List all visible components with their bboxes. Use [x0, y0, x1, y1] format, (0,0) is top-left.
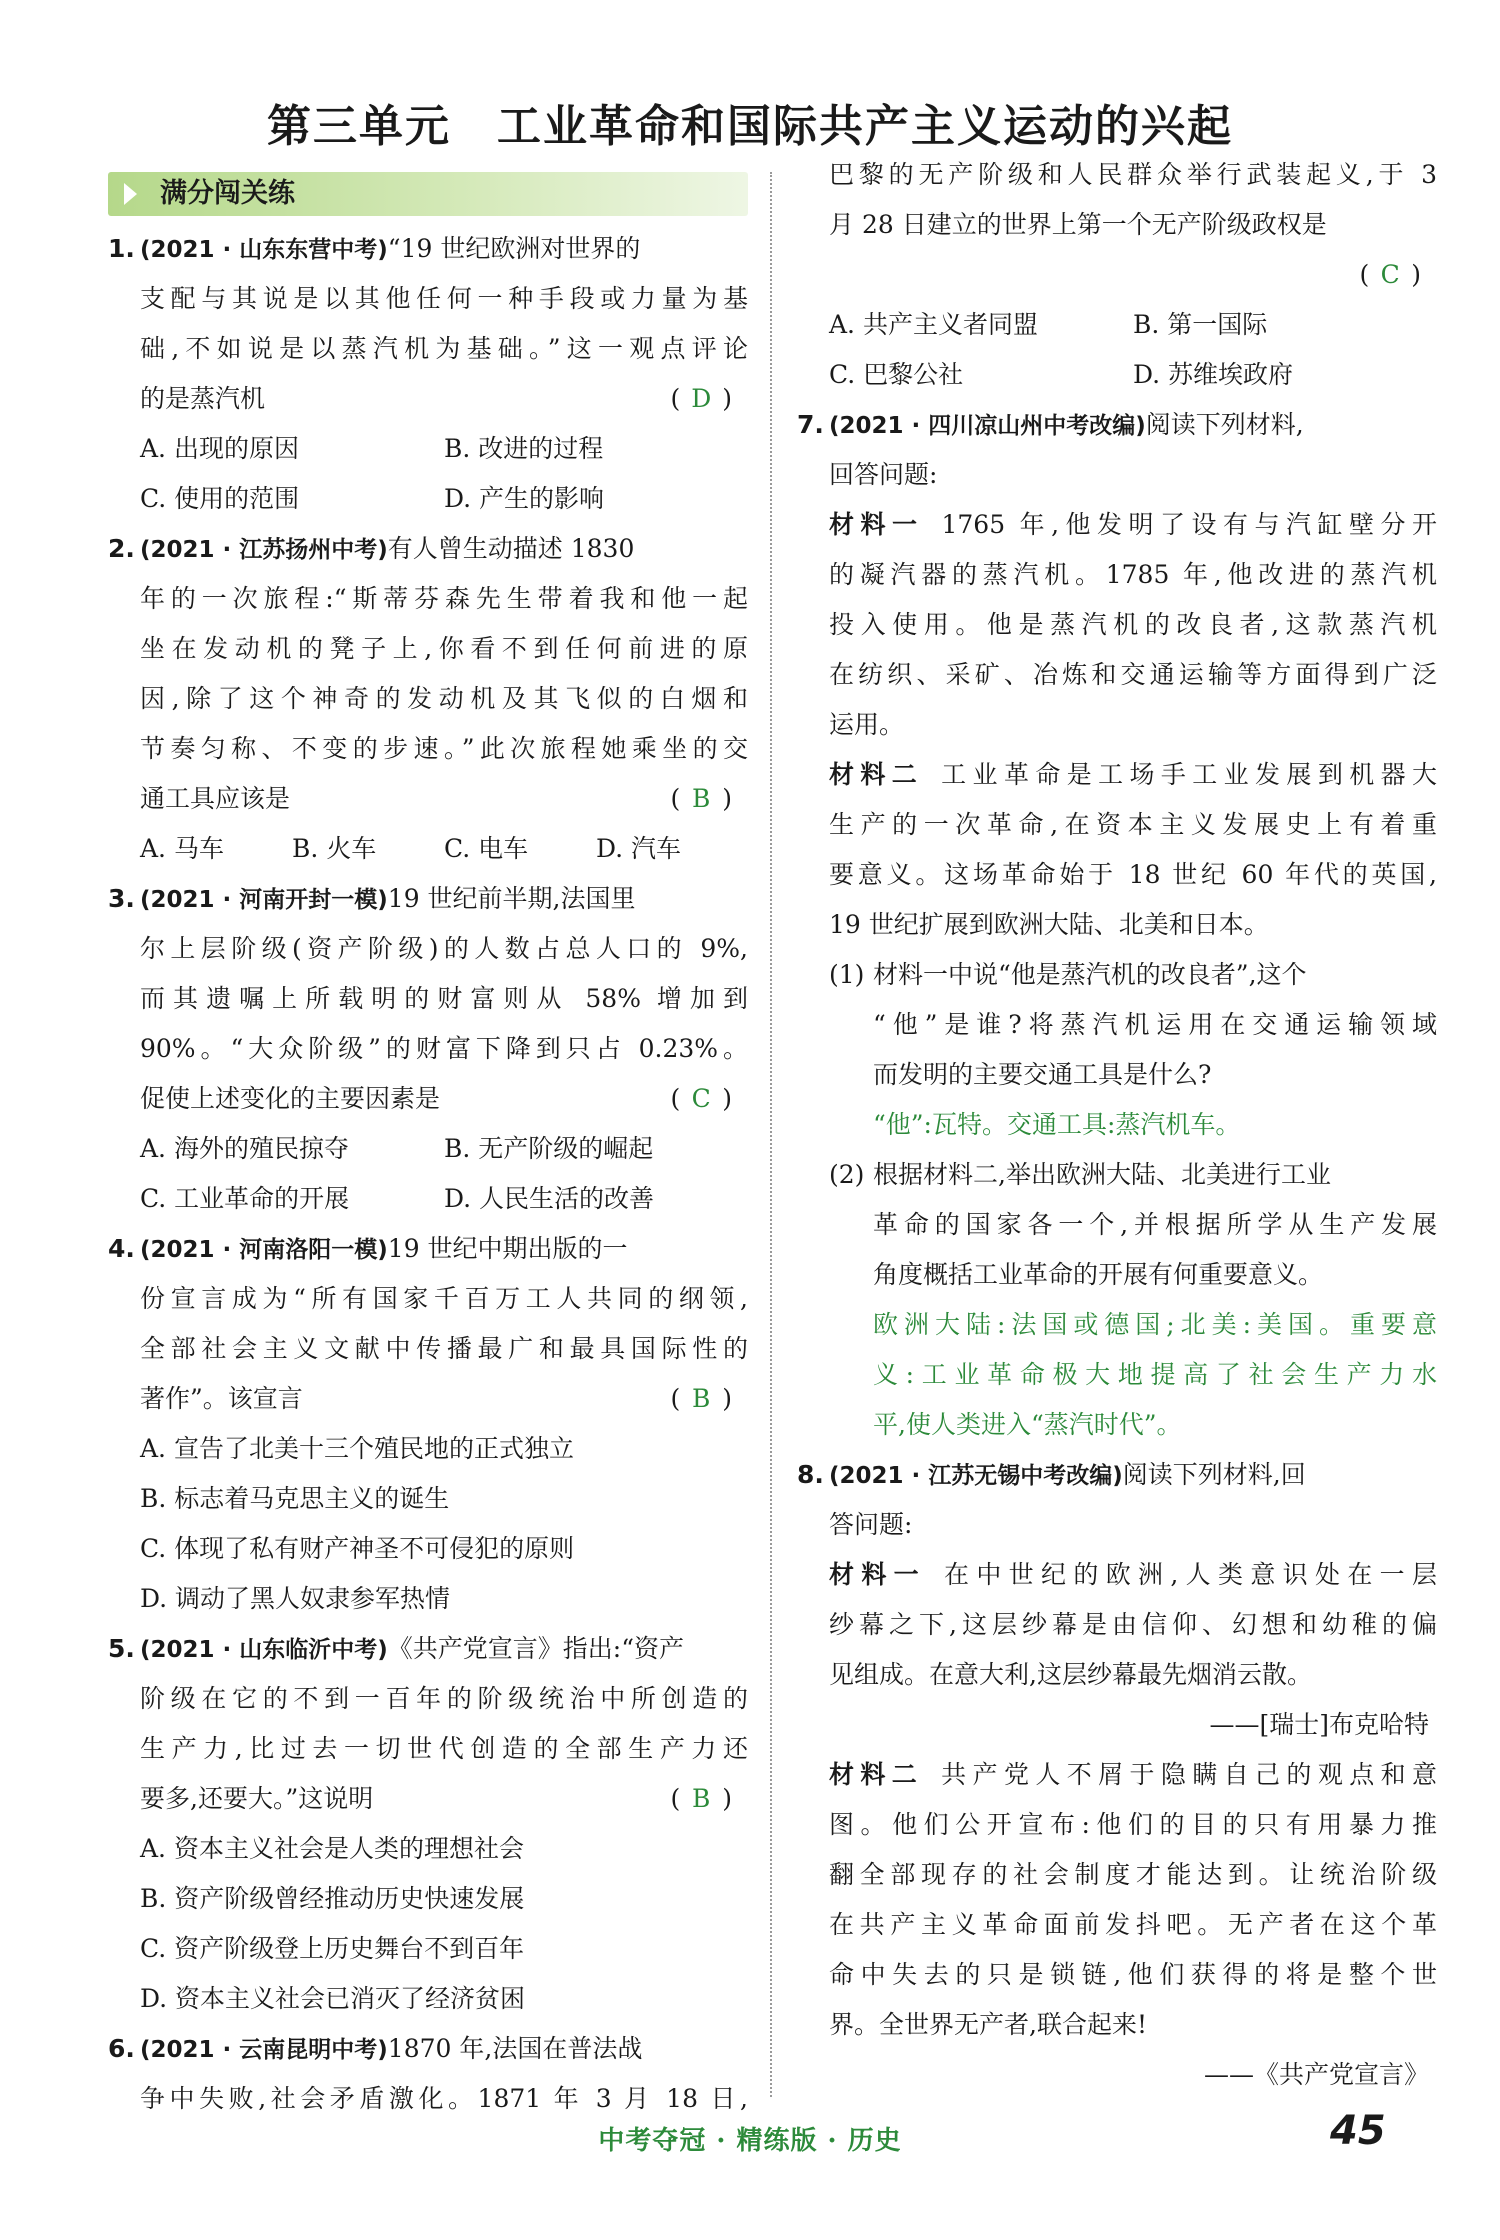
question-text: 础,不如说是以蒸汽机为基础。”这一观点评论 — [140, 334, 748, 363]
material-text: 的凝汽器的蒸汽机。1785 年,他改进的蒸汽机 — [829, 560, 1437, 589]
question-number: 8. — [797, 1460, 824, 1489]
material-text: 要意义。这场革命始于 18 世纪 60 年代的英国, — [829, 860, 1437, 889]
sub-question-number: (1) — [829, 960, 865, 989]
question-text: 坐在发动机的凳子上,你看不到任何前进的原 — [140, 634, 748, 663]
option-c[interactable]: C. 电车 — [444, 834, 529, 863]
material-label: 材料一 — [829, 1560, 927, 1589]
material-text: 界。全世界无产者,联合起来! — [829, 2010, 1147, 2039]
question-5: 5. (2021 · 山东临沂中考)《共产党宣言》指出:“资产 阶级在它的不到一百年的阶级统治中所创造的 生产力,比过去一切世代创造的全部生产力还 要多,还要大。”这说明 ( B ) A. 资本主义社会是人类的理想社会 B. 资产阶级曾经推动历史快速发展 C. 资产阶级登上历史舞台不到百年 D. 资本主义社会已消灭了经济贫困 — [108, 1624, 748, 2024]
section-header — [108, 172, 748, 216]
question-text: 回答问题: — [829, 460, 938, 489]
answer-text: 义:工业革命极大地提高了社会生产力水 — [873, 1360, 1437, 1389]
question-8 — [797, 1450, 1437, 2100]
right-column — [797, 150, 1437, 2100]
option-d[interactable]: D. 汽车 — [596, 834, 682, 863]
option-d[interactable]: D. 资本主义社会已消灭了经济贫困 — [140, 1984, 526, 2013]
question-number: 5. — [108, 1634, 135, 1663]
question-text: 而发明的主要交通工具是什么? — [873, 1060, 1212, 1089]
answer-text: 平,使人类进入“蒸汽时代”。 — [873, 1410, 1182, 1439]
option-b[interactable]: B. 第一国际 — [1133, 310, 1268, 339]
question-text: “他”是谁?将蒸汽机运用在交通运输领域 — [873, 1010, 1437, 1039]
option-b[interactable]: B. 标志着马克思主义的诞生 — [140, 1484, 450, 1513]
question-number: 6. — [108, 2034, 135, 2063]
options — [140, 1174, 748, 1224]
options — [140, 824, 748, 874]
footer-series: 中考夺冠 · 精练版 · 历史 — [598, 2126, 902, 2156]
question-text: 角度概括工业革命的开展有何重要意义。 — [873, 1260, 1324, 1289]
question-text: 争中失败,社会矛盾激化。1871 年 3 月 18 日, — [140, 2084, 748, 2113]
options — [140, 1124, 748, 1174]
question-text: 因,除了这个神奇的发动机及其飞似的白烟和 — [140, 684, 748, 713]
question-1: 1. (2021 · 山东东营中考)“19 世纪欧洲对世界的 支配与其说是以其他任何一种手段或力量为基 础,不如说是以蒸汽机为基础。”这一观点评论 的是蒸汽机 ( D ) A. 出现的原因 B. 改进的过程 C. 使用的范围 D. 产生的影响 — [108, 224, 748, 524]
material-text: 工业革命是工场手工业发展到机器大 — [941, 760, 1437, 789]
material-label: 材料一 — [829, 510, 924, 539]
question-text: 尔上层阶级(资产阶级)的人数占总人口的 9%, — [140, 934, 748, 963]
question-text: 而其遗嘱上所载明的财富则从 58% 增加到 — [140, 984, 748, 1013]
option-a[interactable]: A. 资本主义社会是人类的理想社会 — [140, 1834, 524, 1863]
question-6-continued: 巴黎的无产阶级和人民群众举行武装起义,于 3 月 28 日建立的世界上第一个无产阶级政权是 ( C ) A. 共产主义者同盟 B. 第一国际 C. 巴黎公社 D. 苏维埃政府 — [797, 150, 1437, 400]
option-a[interactable]: A. 海外的殖民掠夺 — [140, 1134, 349, 1163]
question-text: 支配与其说是以其他任何一种手段或力量为基 — [140, 284, 748, 313]
material-text: 19 世纪扩展到欧洲大陆、北美和日本。 — [829, 910, 1269, 939]
option-c[interactable]: C. 巴黎公社 — [829, 360, 964, 389]
option-a[interactable]: A. 共产主义者同盟 — [829, 310, 1038, 339]
answer: B — [692, 784, 711, 813]
option-a[interactable]: A. 马车 — [140, 834, 224, 863]
question-7 — [797, 400, 1437, 1450]
question-text: 的是蒸汽机 — [140, 384, 266, 413]
option-a[interactable]: A. 出现的原因 — [140, 434, 299, 463]
section-title: 满分闯关练 — [160, 178, 295, 209]
option-d[interactable]: D. 产生的影响 — [444, 484, 605, 513]
option-c[interactable]: C. 使用的范围 — [140, 484, 300, 513]
material-text: 共产党人不屑于隐瞒自己的观点和意 — [941, 1760, 1437, 1789]
arrow-icon — [124, 183, 137, 205]
question-number: 4. — [108, 1234, 135, 1263]
option-c[interactable]: C. 工业革命的开展 — [140, 1184, 350, 1213]
page-number: 45 — [1330, 2108, 1386, 2154]
question-text: 月 28 日建立的世界上第一个无产阶级政权是 — [829, 210, 1327, 239]
option-d[interactable]: D. 调动了黑人奴隶参军热情 — [140, 1584, 451, 1613]
question-text: 革命的国家各一个,并根据所学从生产发展 — [873, 1210, 1437, 1239]
question-source: (2021 · 江苏扬州中考) — [140, 537, 388, 563]
options — [140, 474, 748, 524]
question-source: (2021 · 云南昆明中考) — [140, 2037, 388, 2063]
material-source: ——[瑞士]布克哈特 — [1209, 1710, 1429, 1739]
question-text: 要多,还要大。”这说明 — [140, 1784, 374, 1813]
question-text: 著作”。该宣言 — [140, 1384, 303, 1413]
option-d[interactable]: D. 人民生活的改善 — [444, 1184, 655, 1213]
question-text: 促使上述变化的主要因素是 — [140, 1084, 441, 1113]
answer: B — [692, 1384, 711, 1413]
sub-question-1 — [829, 950, 1437, 1150]
option-b[interactable]: B. 改进的过程 — [444, 434, 604, 463]
question-number: 7. — [797, 410, 824, 439]
material-text: 见组成。在意大利,这层纱幕最先烟消云散。 — [829, 1660, 1312, 1689]
question-6-start — [108, 2024, 748, 2124]
question-text: 通工具应该是 — [140, 784, 291, 813]
option-c[interactable]: C. 体现了私有财产神圣不可侵犯的原则 — [140, 1534, 575, 1563]
question-text: 全部社会主义文献中传播最广和最具国际性的 — [140, 1334, 748, 1363]
question-4: 4. (2021 · 河南洛阳一模)19 世纪中期出版的一 份宣言成为“所有国家千百万工人共同的纲领, 全部社会主义文献中传播最广和最具国际性的 著作”。该宣言 ( B ) A. 宣告了北美十三个殖民地的正式独立 B. 标志着马克思主义的诞生 C. 体现了私有财产神圣不可侵犯的原则 D. 调动了黑人奴隶参军热情 — [108, 1224, 748, 1624]
option-c[interactable]: C. 资产阶级登上历史舞台不到百年 — [140, 1934, 525, 1963]
question-source: (2021 · 四川凉山州中考改编) — [829, 413, 1146, 439]
question-text: 根据材料二,举出欧洲大陆、北美进行工业 — [873, 1160, 1331, 1189]
question-3: 3. (2021 · 河南开封一模)19 世纪前半期,法国里 尔上层阶级(资产阶级)的人数占总人口的 9%, 而其遗嘱上所载明的财富则从 58% 增加到 90%。“大众阶级”的财富下降到只占 0.23%。 促使上述变化的主要因素是 ( C ) A. 海外的殖民掠夺 B. 无产阶级的崛起 C. 工业革命的开展 D. 人民生活的改善 — [108, 874, 748, 1224]
options — [140, 424, 748, 474]
question-text: 材料一中说“他是蒸汽机的改良者”,这个 — [873, 960, 1307, 989]
answer: C — [1380, 260, 1400, 289]
material-text: 纱幕之下,这层纱幕是由信仰、幻想和幼稚的偏 — [829, 1610, 1437, 1639]
material-text: 在纺织、采矿、冶炼和交通运输等方面得到广泛 — [829, 660, 1437, 689]
options — [829, 350, 1437, 400]
answer: C — [691, 1084, 711, 1113]
question-text: 答问题: — [829, 1510, 913, 1539]
material-text: 翻全部现存的社会制度才能达到。让统治阶级 — [829, 1860, 1437, 1889]
question-text: 1870 年,法国在普法战 — [387, 2034, 643, 2063]
material-label: 材料二 — [829, 1760, 924, 1789]
question-text: 阅读下列材料,回 — [1122, 1460, 1306, 1489]
question-text: 生产力,比过去一切世代创造的全部生产力还 — [140, 1734, 748, 1763]
answer: B — [692, 1784, 711, 1813]
question-text: “19 世纪欧洲对世界的 — [387, 234, 641, 263]
answer: D — [691, 384, 712, 413]
answer-text: “他”:瓦特。交通工具:蒸汽机车。 — [873, 1110, 1241, 1139]
question-source: (2021 · 山东临沂中考) — [140, 1637, 388, 1663]
material-text: 图。他们公开宣布:他们的目的只有用暴力推 — [829, 1810, 1437, 1839]
question-text: 19 世纪前半期,法国里 — [387, 884, 636, 913]
option-b[interactable]: B. 无产阶级的崛起 — [444, 1134, 654, 1163]
material-text: 在共产主义革命面前发抖吧。无产者在这个革 — [829, 1910, 1437, 1939]
option-b[interactable]: B. 资产阶级曾经推动历史快速发展 — [140, 1884, 525, 1913]
option-a[interactable]: A. 宣告了北美十三个殖民地的正式独立 — [140, 1434, 574, 1463]
question-source: (2021 · 河南开封一模) — [140, 887, 388, 913]
question-text: 年的一次旅程:“斯蒂芬森先生带着我和他一起 — [140, 584, 748, 613]
question-text: 节奏匀称、不变的步速。”此次旅程她乘坐的交 — [140, 734, 748, 763]
page-title: 第三单元 工业革命和国际共产主义运动的兴起 — [267, 101, 1233, 152]
option-d[interactable]: D. 苏维埃政府 — [1133, 360, 1294, 389]
material-text: 在中世纪的欧洲,人类意识处在一层 — [944, 1560, 1437, 1589]
material-text: 运用。 — [829, 710, 905, 739]
question-text: 有人曾生动描述 1830 — [387, 534, 635, 563]
options — [829, 300, 1437, 350]
question-number: 3. — [108, 884, 135, 913]
sub-question-number: (2) — [829, 1160, 865, 1189]
material-text: 命中失去的只是锁链,他们获得的将是整个世 — [829, 1960, 1437, 1989]
material-text: 投入使用。他是蒸汽机的改良者,这款蒸汽机 — [829, 610, 1437, 639]
answer-text: 欧洲大陆:法国或德国;北美:美国。重要意 — [873, 1310, 1437, 1339]
question-text: 90%。“大众阶级”的财富下降到只占 0.23%。 — [140, 1034, 748, 1063]
question-source: (2021 · 江苏无锡中考改编) — [829, 1463, 1123, 1489]
question-text: 阶级在它的不到一百年的阶级统治中所创造的 — [140, 1684, 748, 1713]
question-text: 阅读下列材料, — [1145, 410, 1304, 439]
sub-question-2 — [829, 1150, 1437, 1450]
option-b[interactable]: B. 火车 — [292, 834, 377, 863]
question-number: 2. — [108, 534, 135, 563]
question-text: 《共产党宣言》指出:“资产 — [387, 1634, 685, 1663]
material-label: 材料二 — [829, 760, 924, 789]
left-column — [108, 172, 748, 2124]
question-text: 份宣言成为“所有国家千百万工人共同的纲领, — [140, 1284, 748, 1313]
material-text: 1765 年,他发明了设有与汽缸壁分开 — [941, 510, 1437, 539]
question-source: (2021 · 河南洛阳一模) — [140, 1237, 388, 1263]
question-number: 1. — [108, 234, 135, 263]
material-source: ——《共产党宣言》 — [1203, 2060, 1429, 2089]
question-source: (2021 · 山东东营中考) — [140, 237, 388, 263]
question-text: 19 世纪中期出版的一 — [387, 1234, 628, 1263]
question-2: 2. (2021 · 江苏扬州中考)有人曾生动描述 1830 年的一次旅程:“斯蒂芬森先生带着我和他一起 坐在发动机的凳子上,你看不到任何前进的原 因,除了这个神奇的发动机及其飞似的白烟和 节奏匀称、不变的步速。”此次旅程她乘坐的交 通工具应该是 ( B ) A. 马车 B. 火车 C. 电车 D. 汽车 — [108, 524, 748, 874]
column-divider — [770, 172, 772, 2097]
material-text: 生产的一次革命,在资本主义发展史上有着重 — [829, 810, 1437, 839]
question-text: 巴黎的无产阶级和人民群众举行武装起义,于 3 — [829, 160, 1437, 189]
